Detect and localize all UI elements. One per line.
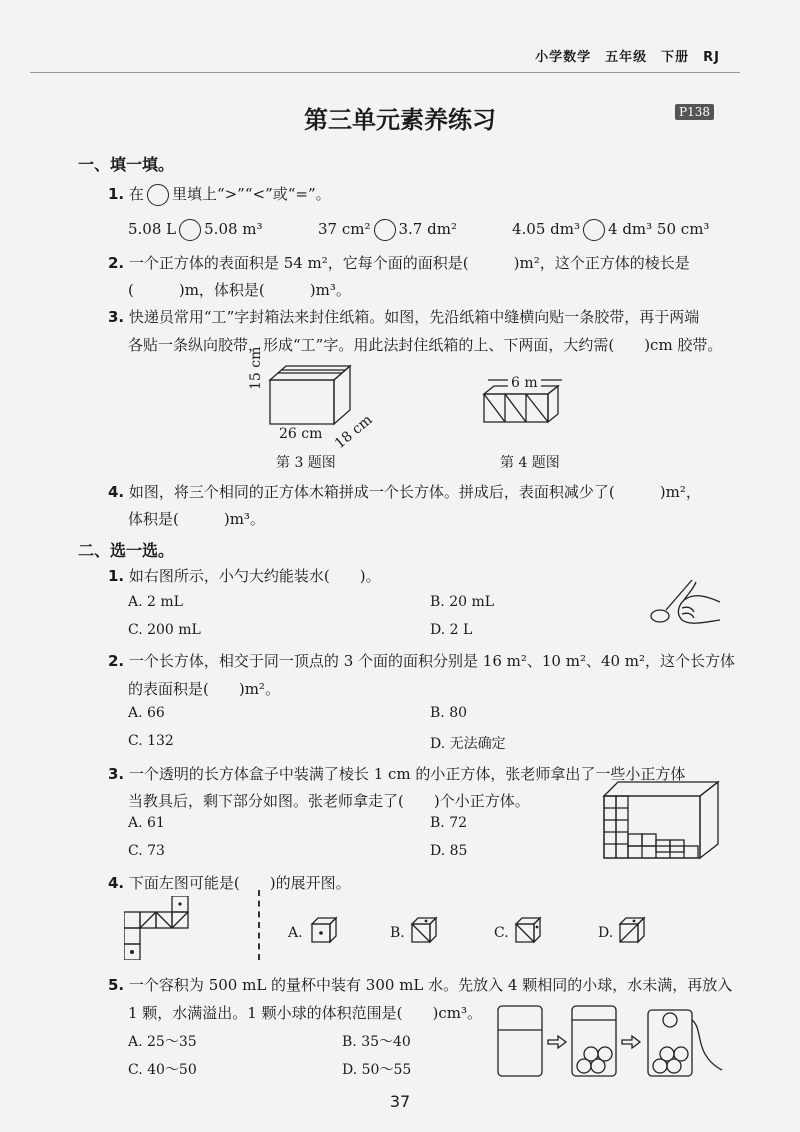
item2-right: 3.7 dm² — [398, 220, 457, 238]
s2-q3-option-c[interactable]: C. 73 — [128, 843, 165, 859]
answer-circle[interactable] — [583, 219, 605, 241]
s1-q2-text: 一个正方体的表面积是 54 m²，它每个面的面积是( )m²，这个正方体的棱长是 — [128, 254, 690, 272]
s2-q1-num: 1. — [108, 567, 125, 585]
s1-q4-line1 — [108, 481, 701, 502]
s1-q3-text: 快递员常用“工”字封箱法来封住纸箱。如图，先沿纸箱中缝横向贴一条胶带，再于两端 — [128, 308, 700, 326]
fig3-depth-label: 18 cm — [331, 411, 376, 453]
page-title: 第三单元素养练习 — [304, 106, 496, 134]
s2-q5-option-d[interactable]: D. 50～55 — [342, 1062, 412, 1078]
s2-q4-text: 下面左图可能是( )的展开图。 — [128, 874, 351, 892]
beakers-figure — [492, 1000, 728, 1084]
s2-q5-option-a[interactable]: A. 25～35 — [128, 1034, 197, 1050]
s1-q1-item-3 — [512, 219, 709, 241]
s2-q2-num: 2. — [108, 652, 125, 670]
page-reference-badge: P138 — [675, 104, 714, 120]
s2-q4-choice-a-label[interactable]: A. — [288, 925, 303, 941]
section2-heading: 二、选一选。 — [78, 541, 175, 560]
item1-left: 5.08 L — [128, 220, 177, 238]
s2-q1-text: 如右图所示，小勺大约能装水( )。 — [128, 567, 381, 585]
s2-q3-line1 — [108, 763, 685, 784]
s2-q2-option-d[interactable]: D. 无法确定 — [430, 736, 506, 752]
item1-right: 5.08 m³ — [204, 220, 263, 238]
s1-q1-text-b: 里填上“>”“<”或“=”。 — [171, 185, 331, 203]
spoon-hand-illustration — [632, 572, 722, 634]
s1-q1 — [108, 183, 331, 206]
s1-q3-num: 3. — [108, 308, 125, 326]
s1-q2-num: 2. — [108, 254, 125, 272]
header-tag: 小学数学 五年级 下册 RJ — [535, 50, 720, 65]
s2-q1-option-c[interactable]: C. 200 mL — [128, 622, 201, 638]
s2-q3-option-b[interactable]: B. 72 — [430, 815, 468, 831]
s1-q4-line2: 体积是( )m³。 — [128, 510, 265, 528]
s2-q4-choice-c-label[interactable]: C. — [494, 925, 509, 941]
s2-q1-option-a[interactable]: A. 2 mL — [128, 594, 183, 610]
cube-net-figure — [124, 896, 204, 960]
s2-q2-option-b[interactable]: B. 80 — [430, 705, 468, 721]
s2-q5-line1 — [108, 974, 732, 995]
s2-q5-option-b[interactable]: B. 35～40 — [342, 1034, 411, 1050]
compare-circle-icon — [147, 184, 169, 206]
transparent-box-figure — [600, 778, 724, 860]
s1-q1-text-a: 在 — [128, 185, 144, 203]
s1-q3-line1 — [108, 306, 699, 327]
s2-q5-num: 5. — [108, 976, 125, 994]
cube-option-a-icon[interactable] — [308, 914, 340, 946]
s2-q4-num: 4. — [108, 874, 125, 892]
s2-q5-line2: 1 颗，水满溢出。1 颗小球的体积范围是( )cm³。 — [128, 1004, 482, 1022]
s2-q3-text: 一个透明的长方体盒子中装满了棱长 1 cm 的小正方体，张老师拿出了一些小正方体 — [128, 765, 686, 783]
s1-q4-num: 4. — [108, 483, 125, 501]
answer-circle[interactable] — [179, 219, 201, 241]
s2-q4 — [108, 872, 351, 893]
s2-q5-text: 一个容积为 500 mL 的量杯中装有 300 mL 水。先放入 4 颗相同的小球，水未满，再放入 — [128, 976, 733, 994]
s1-q3-line2: 各贴一条纵向胶带，形成“工”字。用此法封住纸箱的上、下两面，大约需( )cm 胶带。 — [128, 336, 723, 354]
s1-q2-line1 — [108, 252, 690, 273]
s2-q5-option-c[interactable]: C. 40～50 — [128, 1062, 197, 1078]
header-divider — [30, 72, 740, 73]
cube-option-b-icon[interactable] — [408, 914, 440, 946]
s1-q1-item-2 — [318, 219, 457, 241]
fig3-width-label: 26 cm — [279, 426, 323, 442]
s2-q2-option-c[interactable]: C. 132 — [128, 733, 174, 749]
page-number: 37 — [389, 1092, 411, 1111]
s1-q2-line2: ( )m，体积是( )m³。 — [128, 281, 351, 299]
item3-right: 4 dm³ 50 cm³ — [608, 220, 710, 238]
item2-left: 37 cm² — [318, 220, 371, 238]
separator-dashed-line — [258, 890, 260, 960]
s2-q3-line2: 当教具后，剩下部分如图。张老师拿走了( )个小正方体。 — [128, 792, 530, 810]
s2-q4-choice-d-label[interactable]: D. — [598, 925, 614, 941]
s2-q3-num: 3. — [108, 765, 125, 783]
cube-option-d-icon[interactable] — [616, 914, 648, 946]
answer-circle[interactable] — [374, 219, 396, 241]
fig3-caption: 第 3 题图 — [276, 455, 336, 471]
s1-q1-num: 1. — [108, 185, 125, 203]
s2-q3-option-d[interactable]: D. 85 — [430, 843, 468, 859]
cube-option-c-icon[interactable] — [512, 914, 544, 946]
s2-q2-line1 — [108, 650, 735, 671]
fig4-length-label: 6 m — [508, 375, 541, 391]
s2-q1 — [108, 565, 381, 586]
s1-q1-item-1 — [128, 219, 263, 241]
s2-q2-line2: 的表面积是( )m²。 — [128, 680, 280, 698]
fig3-height-label: 15 cm — [248, 346, 264, 390]
section1-heading: 一、填一填。 — [78, 155, 175, 174]
s2-q3-option-a[interactable]: A. 61 — [128, 815, 165, 831]
s2-q1-option-d[interactable]: D. 2 L — [430, 622, 473, 638]
item3-left: 4.05 dm³ — [512, 220, 581, 238]
s2-q2-option-a[interactable]: A. 66 — [128, 705, 165, 721]
s2-q1-option-b[interactable]: B. 20 mL — [430, 594, 495, 610]
s2-q4-choice-b-label[interactable]: B. — [390, 925, 405, 941]
s2-q2-text: 一个长方体，相交于同一顶点的 3 个面的面积分别是 16 m²、10 m²、40 m²，这个长方体 — [128, 652, 736, 670]
s1-q4-text: 如图，将三个相同的正方体木箱拼成一个长方体。拼成后，表面积减少了( )m²， — [128, 483, 701, 501]
fig4-caption: 第 4 题图 — [500, 455, 560, 471]
